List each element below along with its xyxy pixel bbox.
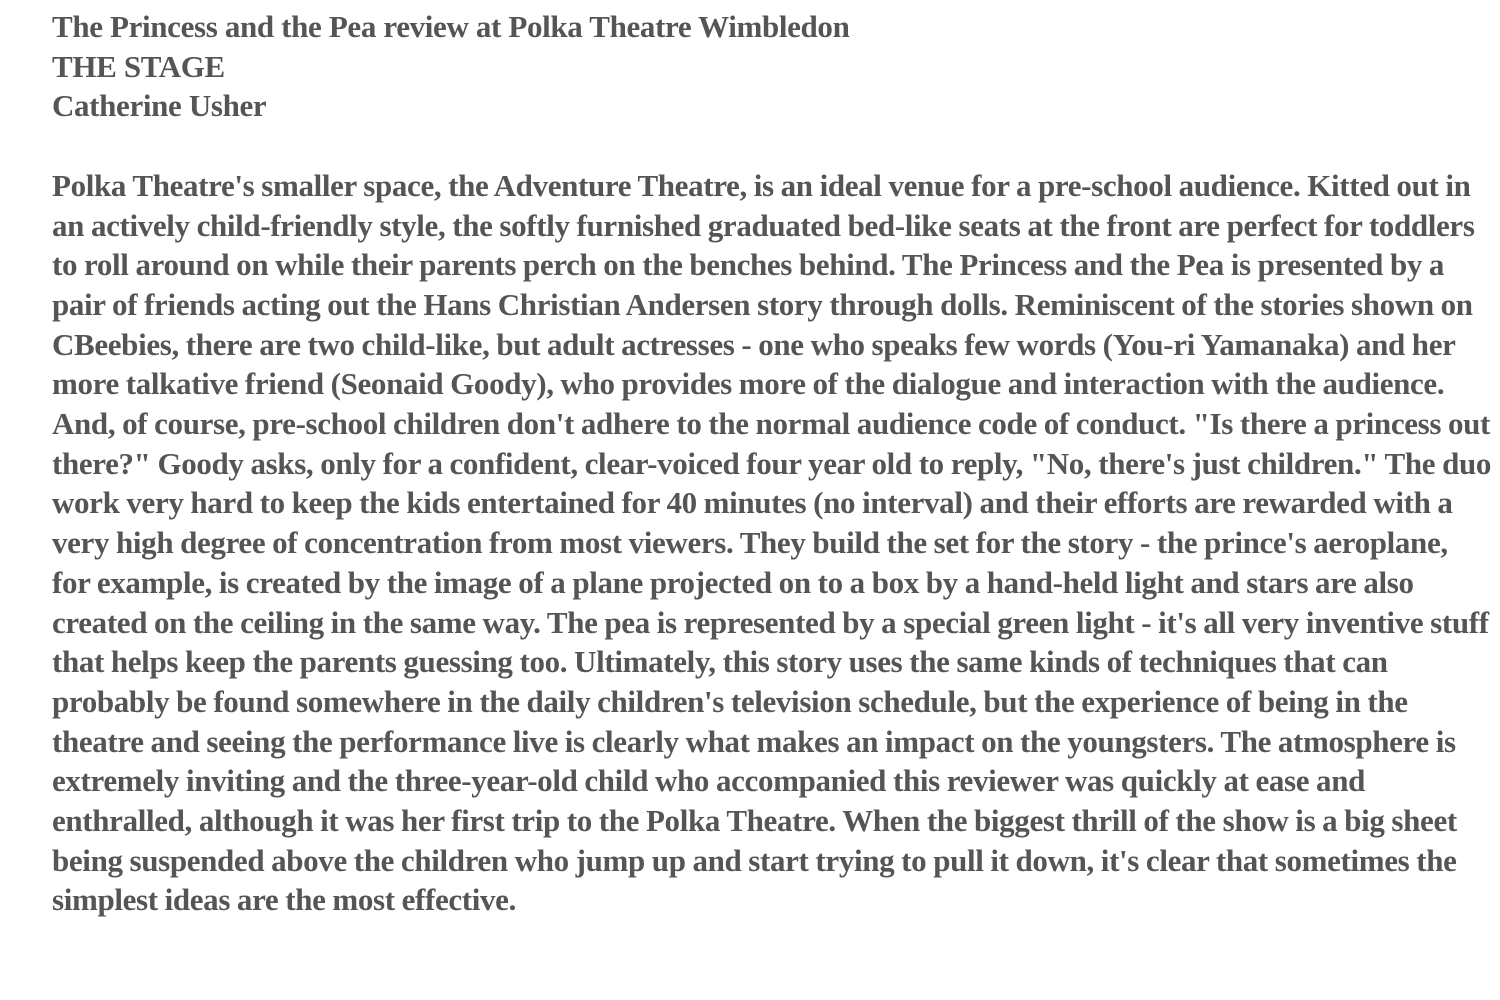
publication-name: THE STAGE	[52, 48, 225, 84]
section-spacer	[52, 126, 1492, 166]
author-name: Catherine Usher	[52, 88, 267, 124]
article	[52, 7, 1492, 920]
article-title: The Princess and the Pea review at Polka Theatre Wimbledon	[52, 9, 850, 44]
article-body: Polka Theatre's smaller space, the Adventure Theatre, is an ideal venue for a pre-school audience. Kitted out in an actively child-friendly style, the softly furnished graduated bed-like seats at the front are perfect for toddlers to roll around on while their parents perch on the benches behind. The Princess and the Pea is presented by a pair of friends acting out the Hans Christian Andersen story through dolls. Reminiscent of the stories shown on CBeebies, there are two child-like, but adult actresses - one who speaks few words (You-ri Yamanaka) and her more talkative friend (Seonaid Goody), who provides more of the dialogue and interaction with the audience. And, of course, pre-school children don't adhere to the normal audience code of conduct. "Is there a princess out there?" Goody asks, only for a confident, clear-voiced four year old to reply, "No, there's just children." The duo work very hard to keep the kids entertained for 40 minutes (no interval) and their efforts are rewarded with a very high degree of concentration from most viewers. They build the set for the story - the prince's aeroplane, for example, is created by the image of a plane projected on to a box by a hand-held light and stars are also created on the ceiling in the same way. The pea is represented by a special green light - it's all very inventive stuff that helps keep the parents guessing too. Ultimately, this story uses the same kinds of techniques that can probably be found somewhere in the daily children's television schedule, but the experience of being in the theatre and seeing the performance live is clearly what makes an impact on the youngsters. The atmosphere is extremely inviting and the three-year-old child who accompanied this reviewer was quickly at ease and enthralled, although it was her first trip to the Polka Theatre. When the biggest thrill of the show is a big sheet being suspended above the children who jump up and start trying to pull it down, it's clear that sometimes the simplest ideas are the most effective.	[52, 167, 1492, 918]
